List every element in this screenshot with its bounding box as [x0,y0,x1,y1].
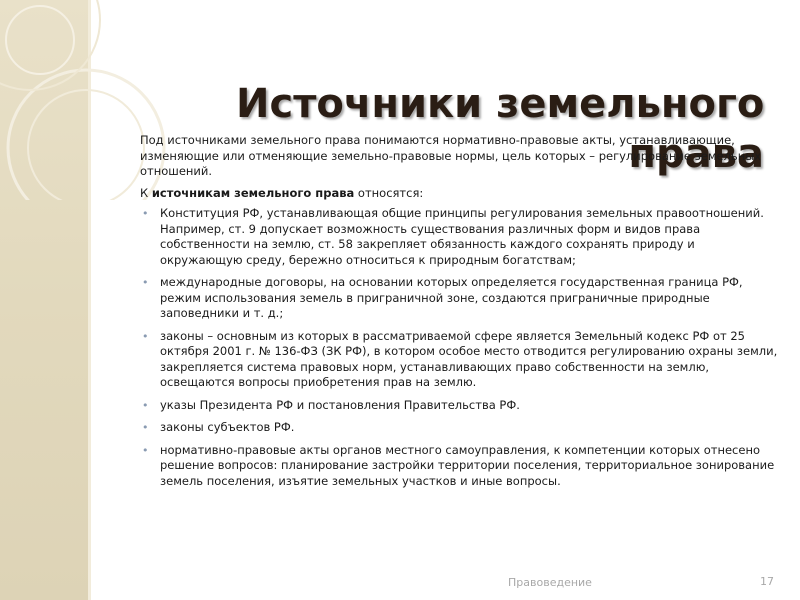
bullet-icon: • [142,443,149,457]
list-item [140,329,780,391]
bullet-icon: • [142,276,149,289]
lead-prefix: К [140,185,149,200]
bullet-icon: • [142,207,149,220]
list-item-text: законы – основным из которых в рассматриваемой сфере является Земельный кодекс РФ от 25 октября 2001 г. № 136-ФЗ (ЗК РФ), в котором особое место отводится регулированию охраны земли, закрепляется система правовых норм, устанавливающих право собственности на землю, освещаются вопросы приобретения прав на землю. [160,328,778,389]
bullet-icon: • [142,329,149,343]
lead-bold: источникам земельного права [151,185,355,200]
deco-circle-small [6,6,74,74]
list-item-text: Конституция РФ, устанавливающая общие принципы регулирования земельных правоотношений. Например, ст. 9 допускает возможность существования различных форм и видов права собственности на землю, ст. 58 закрепляет обязанность каждого сохранять природу и окружающую среду, бережно относиться к природным богатствам; [160,206,764,267]
list-item-text: законы субъектов РФ. [160,420,295,434]
list-item [140,398,780,414]
lead-sentence [140,186,780,202]
list-item [140,420,780,436]
bullet-icon: • [142,421,149,434]
page-number: 17 [760,575,774,588]
list-item [140,275,780,322]
slide-title-line2: права [628,131,764,177]
sources-list [140,206,780,489]
intro-paragraph: Под источниками земельного права понимаются нормативно-правовые акты, устанавливающие, изменяющие или отменяющие земельно-правовые нормы, цель которых – регулирование земельных отношений. [140,133,762,178]
slide-body [140,133,780,496]
list-item-text: нормативно-правовые акты органов местного самоуправления, к компетенции которых отнесено решение вопросов: планирование застройки территории поселения, территориальное зонирование земель поселения, изъятие земельных участков и иные вопросы. [160,442,775,488]
list-item-text: указы Президента РФ и постановления Правительства РФ. [160,397,520,412]
list-item [140,206,780,268]
slide-title-line1: Источники земельного [236,81,765,127]
lead-suffix: относятся: [357,185,424,200]
bullet-icon: • [142,398,149,412]
list-item [140,443,780,490]
deco-circle-medium [28,90,144,200]
deco-circle-top [0,0,100,90]
list-item-text: международные договоры, на основании которых определяется государственная граница РФ, режим использования земель в приграничной зоне, создаются приграничные природные заповедники и т. д.; [160,275,743,320]
footer-label: Правоведение [508,576,592,589]
